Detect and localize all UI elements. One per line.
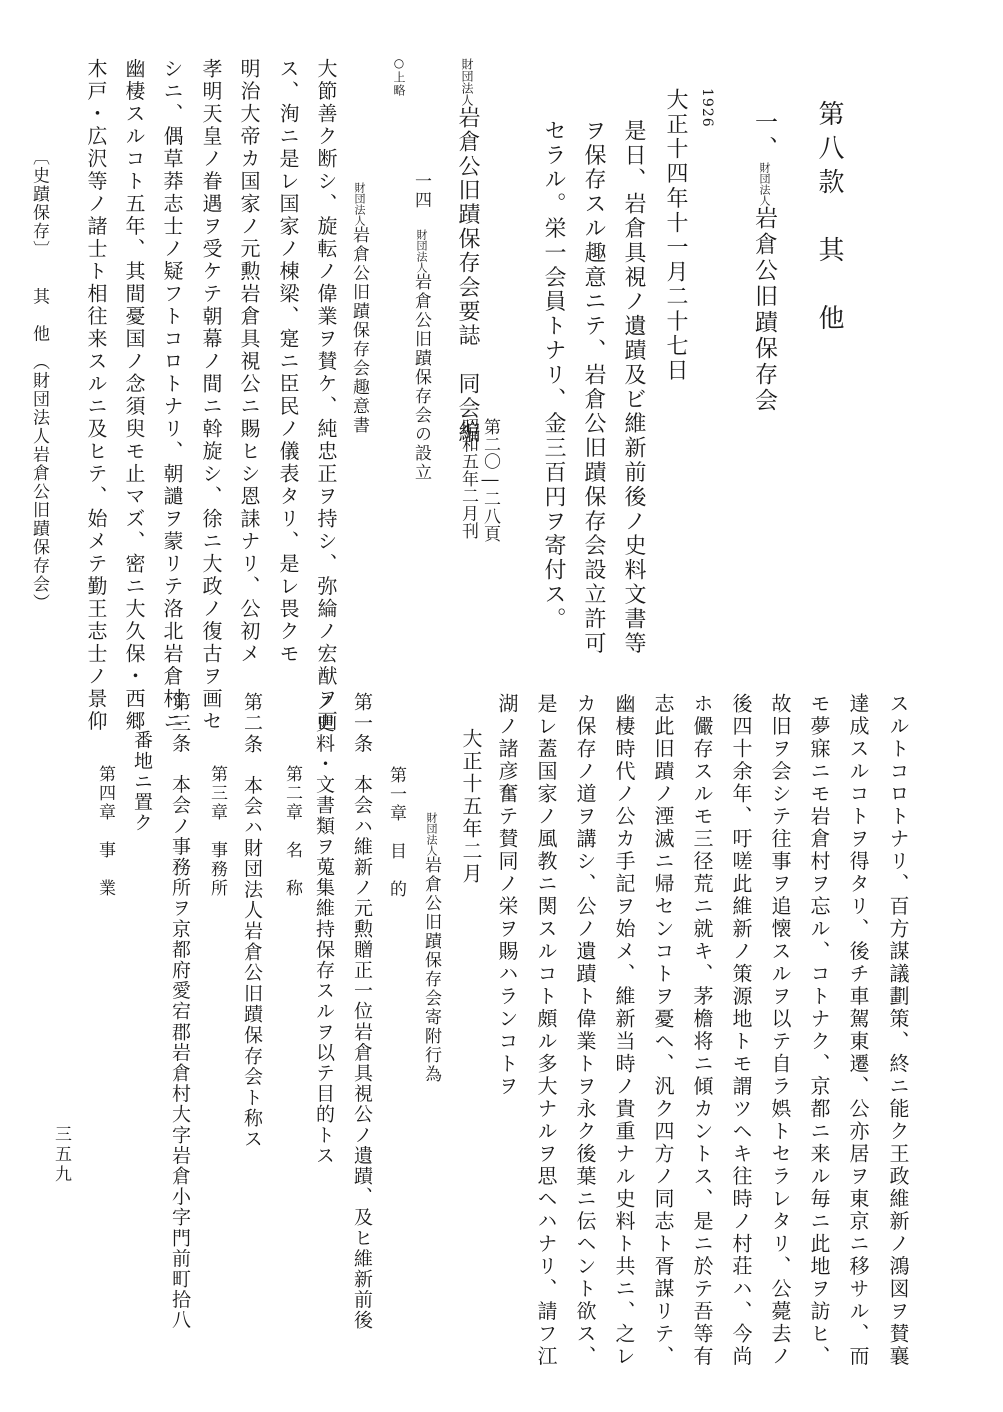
body-bottom-line-11: 湖ノ諸彦奮テ賛同ノ栄ヲ賜ハランコトヲ — [495, 693, 519, 1098]
body-top-line-3: 明治大帝カ国家ノ元勲岩倉具視公ニ賜ヒシ恩誄ナリ、公初メ — [237, 58, 261, 666]
date-line: 大正十四年十一月二十七日 — [663, 88, 688, 384]
chapter-4-heading: 第四章 事 業 — [95, 765, 115, 898]
subsection-title: 岩倉公旧蹟保存会の設立 — [411, 273, 431, 482]
body-bottom-line-9: カ保存ノ道ヲ講シ、公ノ遺蹟ト偉業トヲ永ク後葉ニ伝ヘント欲ス、 — [573, 693, 597, 1368]
article-3-line-1: 第三条 本会ノ事務所ヲ京都府愛宕郡岩倉村大字岩倉小字門前町拾八 — [169, 692, 191, 1331]
body-bottom-line-6: ホ儼存スルモ三径荒ニ就キ、茅檐将ニ傾カントス、是ニ於テ吾等有 — [690, 693, 714, 1368]
source-zaidan: 財団法人 — [460, 58, 474, 106]
western-year: 1926 — [699, 88, 715, 128]
body-bottom-line-3: モ夢寐ニモ岩倉村ヲ忘ル、コトナク、京都ニ来ル毎ニ此地ヲ訪ヒ、 — [807, 693, 831, 1368]
margin-header: 〔史蹟保存〕 其 他 （財団法人岩倉公旧蹟保存会） — [29, 148, 49, 612]
chapter-3-heading: 第三章 事務所 — [207, 765, 227, 898]
article-3-line-2: 番地ニ置ク — [131, 730, 153, 833]
body-bottom-line-8: 幽棲時代ノ公カ手記ヲ始メ、維新当時ノ貴重ナル史料ト共ニ、之レ — [612, 693, 636, 1368]
page-number: 三五九 — [51, 1125, 71, 1185]
source-note-2: 昭和五年二月刊 — [458, 418, 478, 540]
entry-line-1: 是日、岩倉具視ノ遺蹟及ビ維新前後ノ史料文書等 — [621, 119, 646, 656]
body-bottom-line-4: 故旧ヲ会シテ往事ヲ追懐スルヲ以テ自ラ娯トセラレタリ、公薨去ノ — [768, 693, 792, 1368]
section-title-pre: 一、 — [751, 110, 777, 162]
section-zaidan: 財団法人 — [758, 162, 771, 206]
body-top-line-7: 木戸・広沢等ノ諸士ト相往来スルニ及ヒテ、始メテ勤王志士ノ景仰 — [84, 58, 108, 733]
article-1-line-2: ノ史料・文書類ヲ蒐集維持保存スルヲ以テ目的トス — [313, 692, 335, 1166]
entry-line-3: セラル。栄一会員トナリ、金三百円ヲ寄付ス。 — [541, 119, 566, 632]
chapter-2-heading: 第二章 名 称 — [282, 765, 302, 898]
omission-mark: ○上略 — [392, 56, 406, 97]
body-top-line-6: 幽棲スルコト五年、其間憂国ノ念須臾モ止マズ、密ニ大久保・西郷 — [122, 58, 146, 733]
section-title — [752, 110, 775, 414]
source-citation — [456, 58, 478, 445]
document-heading — [350, 182, 367, 435]
deed-title: 岩倉公旧蹟保存会寄附行為 — [421, 856, 441, 1084]
article-2: 第二条 本会ハ財団法人岩倉公旧蹟保存会ト称ス — [241, 692, 263, 1150]
entry-line-2: ヲ保存スル趣意ニテ、岩倉公旧蹟保存会設立許可 — [581, 119, 606, 656]
source-title: 岩倉公旧蹟保存会要誌 同会編 — [455, 106, 480, 445]
body-bottom-line-2: 達成スルコトヲ得タリ、後チ車駕東遷、公亦居ヲ東京ニ移サル、而 — [846, 693, 870, 1368]
body-bottom-line-1: スルトコロトナリ、百方謀議劃策、終ニ能ク王政維新ノ鴻図ヲ賛襄 — [886, 693, 910, 1368]
body-bottom-line-5: 後四十余年、吁嗟此維新ノ策源地トモ謂ツヘキ往時ノ村荘ハ、今尚 — [729, 693, 753, 1368]
document-zaidan: 財団法人 — [353, 182, 366, 226]
body-top-line-4: 孝明天皇ノ眷遇ヲ受ケテ朝幕ノ間ニ斡旋シ、徐ニ大政ノ復古ヲ画セ — [199, 58, 223, 733]
document-date: 大正十五年二月 — [459, 728, 483, 886]
article-1-line-1: 第一条 本会ハ維新ノ元勲贈正一位岩倉具視公ノ遺蹟、及ヒ維新前後 — [351, 692, 373, 1331]
subsection-zaidan: 財団法人 — [415, 229, 428, 273]
subsection-pre: 一四 — [411, 172, 431, 229]
chapter-title: 第八款 其 他 — [814, 100, 844, 338]
source-note-1: 第二〇―二八頁 — [480, 418, 500, 543]
body-bottom-line-7: 志此旧蹟ノ湮滅ニ帰センコトヲ憂ヘ、汎ク四方ノ同志ト胥謀リテ、 — [651, 693, 675, 1368]
body-top-line-5: シニ、偶草莽志士ノ疑フトコロトナリ、朝譴ヲ蒙リテ洛北岩倉村ニ — [160, 58, 184, 733]
deed-heading — [422, 812, 439, 1084]
body-top-line-2: ス、洵ニ是レ国家ノ棟梁、寔ニ臣民ノ儀表タリ、是レ畏クモ — [276, 58, 300, 666]
document-title: 岩倉公旧蹟保存会趣意書 — [349, 226, 369, 435]
subsection-heading — [412, 172, 429, 482]
deed-zaidan: 財団法人 — [425, 812, 438, 856]
body-top-line-1: 大節善ク断シ、旋転ノ偉業ヲ賛ケ、純忠正ヲ持シ、弥綸ノ宏猷ヲ画 — [314, 58, 338, 733]
body-bottom-line-10: 是レ蓋国家ノ風教ニ関スルコト頗ル多大ナルヲ思ヘハナリ、請フ江 — [534, 693, 558, 1368]
chapter-1-heading: 第一章 目 的 — [386, 766, 406, 899]
section-title-main: 岩倉公旧蹟保存会 — [751, 206, 777, 414]
